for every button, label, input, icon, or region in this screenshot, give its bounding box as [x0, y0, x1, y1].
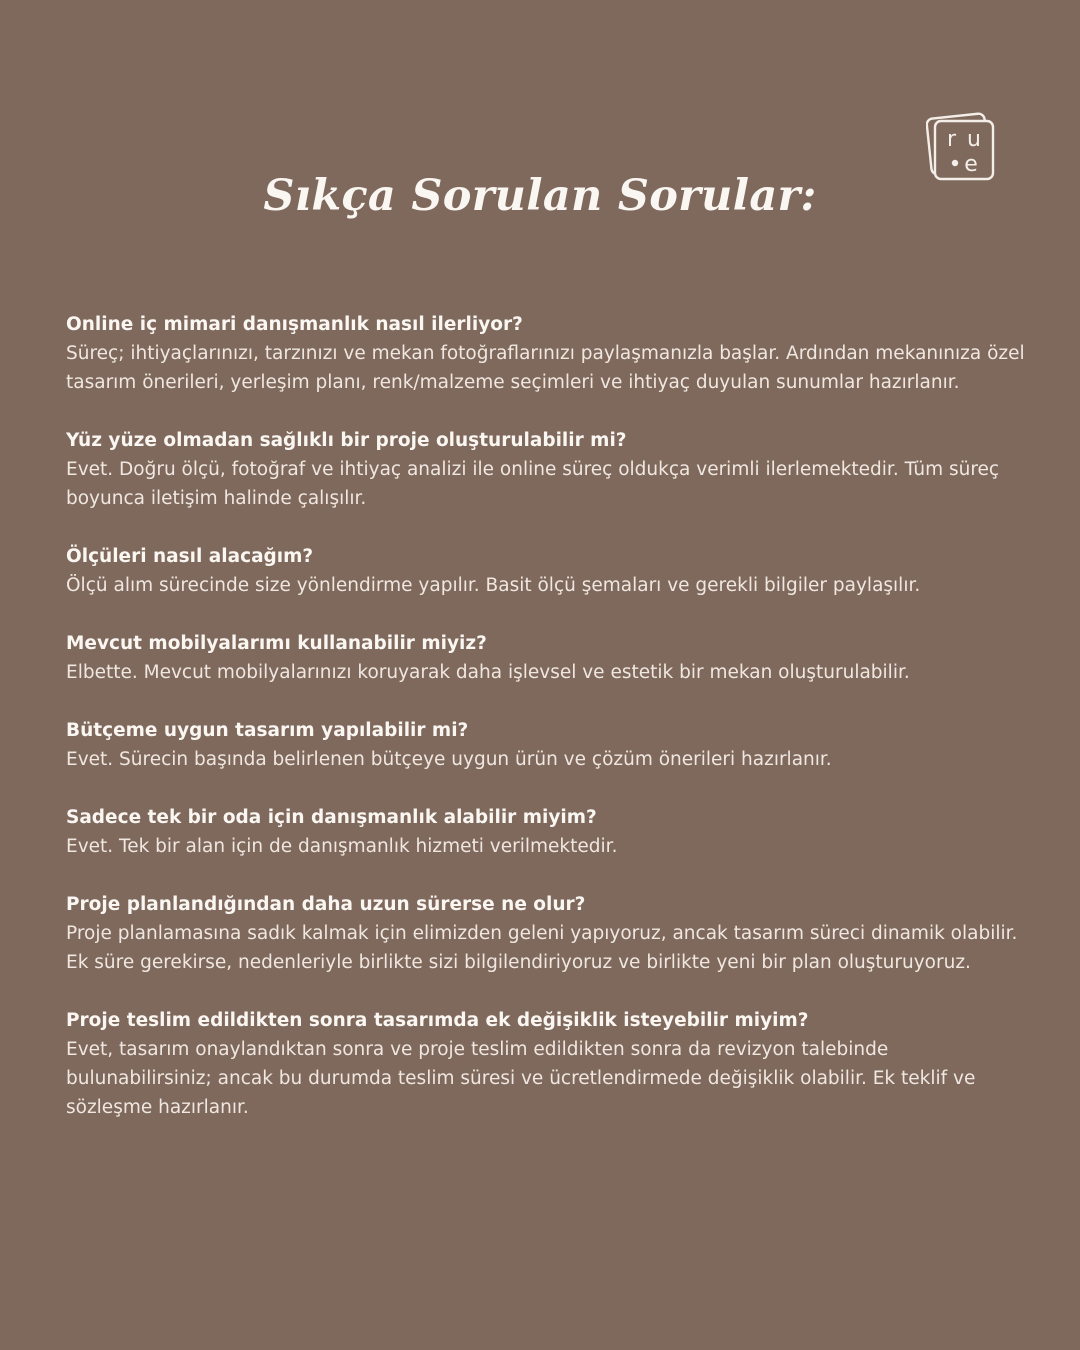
faq-answer: Proje planlamasına sadık kalmak için elimizden geleni yapıyoruz, ancak tasarım süreci dinamik olabilir. Ek süre gerekirse, nedenleriyle birlikte sizi bilgilendiriyoruz ve birlikte yeni bir plan oluşturuyoruz.	[66, 923, 1018, 973]
faq-list	[66, 310, 1026, 1151]
faq-answer: Evet. Doğru ölçü, fotoğraf ve ihtiyaç analizi ile online süreç oldukça verimli ilerlemektedir. Tüm süreç boyunca iletişim halinde çalışılır.	[66, 459, 1000, 509]
faq-question: Sadece tek bir oda için danışmanlık alabilir miyim?	[66, 807, 597, 828]
faq-item	[66, 1006, 1026, 1122]
faq-item	[66, 803, 1026, 861]
faq-item	[66, 716, 1026, 774]
faq-item	[66, 629, 1026, 687]
faq-question: Ölçüleri nasıl alacağım?	[66, 546, 314, 567]
faq-item	[66, 890, 1026, 977]
faq-item	[66, 426, 1026, 513]
faq-question: Mevcut mobilyalarımı kullanabilir miyiz?	[66, 633, 487, 654]
faq-question: Proje planlandığından daha uzun sürerse ne olur?	[66, 894, 586, 915]
faq-answer: Elbette. Mevcut mobilyalarınızı koruyarak daha işlevsel ve estetik bir mekan oluşturulabilir.	[66, 662, 910, 683]
faq-question: Yüz yüze olmadan sağlıklı bir proje oluşturulabilir mi?	[66, 430, 627, 451]
faq-answer: Evet, tasarım onaylandıktan sonra ve proje teslim edildikten sonra da revizyon talebinde bulunabilirsiniz; ancak bu durumda teslim süresi ve ücretlendirmede değişiklik olabilir. Ek teklif ve sözleşme hazırlanır.	[66, 1039, 976, 1118]
logo-top-letters: r u	[947, 127, 983, 152]
faq-answer: Ölçü alım sürecinde size yönlendirme yapılır. Basit ölçü şemaları ve gerekli bilgiler paylaşılır.	[66, 575, 921, 596]
faq-item	[66, 310, 1026, 397]
faq-item	[66, 542, 1026, 600]
logo-bottom-letter: e	[964, 152, 978, 177]
faq-question: Bütçeme uygun tasarım yapılabilir mi?	[66, 720, 469, 741]
page-title: Sıkça Sorulan Sorular:	[263, 171, 817, 221]
faq-question: Proje teslim edildikten sonra tasarımda ek değişiklik isteyebilir miyim?	[66, 1010, 809, 1031]
faq-answer: Evet. Sürecin başında belirlenen bütçeye uygun ürün ve çözüm önerileri hazırlanır.	[66, 749, 832, 770]
faq-answer: Süreç; ihtiyaçlarınızı, tarzınızı ve mekan fotoğraflarınızı paylaşmanızla başlar. Ardından mekanınıza özel tasarım önerileri, yerleşim planı, renk/malzeme seçimleri ve ihtiyaç duyulan sunumlar hazırlanır.	[66, 343, 1025, 393]
faq-question: Online iç mimari danışmanlık nasıl ilerliyor?	[66, 314, 523, 335]
faq-answer: Evet. Tek bir alan için de danışmanlık hizmeti verilmektedir.	[66, 836, 618, 857]
